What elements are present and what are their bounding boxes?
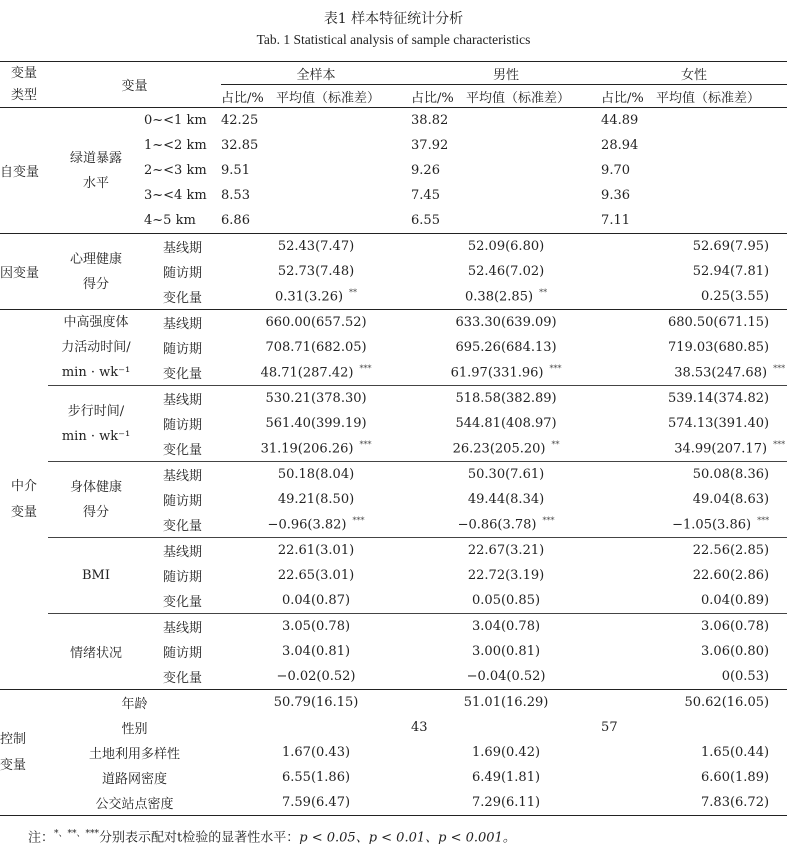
cell-female-mean: 50.08(8.36): [601, 462, 787, 488]
cell-male-mean: 61.97(331.96) ***: [450, 364, 562, 381]
cell-female-mean: 52.69(7.95): [601, 234, 787, 260]
cell-all-mean: 3.05(0.78): [221, 614, 411, 640]
cell-all-mean: 530.21(378.30): [221, 386, 411, 412]
sub-label: 随访期: [163, 342, 203, 357]
sub-label: 随访期: [163, 418, 203, 433]
cell-female-mean: 6.60(1.89): [701, 770, 770, 785]
cell-female-mean: 680.50(671.15): [601, 310, 787, 336]
table-row: [0, 234, 787, 260]
significance-mark: ***: [757, 516, 770, 526]
table-row: [0, 740, 787, 765]
table-row: [0, 715, 787, 740]
cell-female-mean: 7.83(6.72): [601, 790, 787, 816]
cell-female-mean: 22.56(2.85): [601, 538, 787, 564]
header-group-all: 全样本: [221, 62, 411, 85]
table-row: [0, 538, 787, 564]
cell-all-pct: 42.25: [221, 108, 276, 134]
significance-mark: **: [349, 288, 358, 298]
note-sig-marks: *、**、***: [54, 829, 100, 839]
cell-female-mean: 3.06(0.80): [701, 644, 770, 659]
header-pct: 占比/%: [601, 90, 644, 106]
sub-label: 1~<2 km: [144, 138, 207, 153]
cell-all-mean: 660.00(657.52): [221, 310, 411, 336]
control-var-label: 道路网密度: [102, 772, 168, 787]
var-mental-health: 心理健康 得分: [48, 234, 144, 310]
cell-male-mean: 3.04(0.78): [411, 614, 601, 640]
cell-female-pct: 9.70: [601, 163, 630, 178]
cell-all-mean: −0.02(0.52): [276, 669, 356, 684]
table-row: [0, 765, 787, 790]
cell-all-pct: 6.86: [221, 213, 250, 228]
significance-mark: ***: [359, 364, 372, 374]
header-mean: 平均值（标准差）: [466, 90, 571, 106]
cell-female-mean: 574.13(391.40): [667, 416, 770, 431]
cell-all-mean: 7.59(6.47): [221, 790, 411, 816]
header-variable: 变量: [48, 62, 221, 108]
sub-label: 4~5 km: [144, 213, 196, 228]
cell-all-mean: 52.43(7.47): [221, 234, 411, 260]
cell-male-mean: 633.30(639.09): [411, 310, 601, 336]
sub-label: 变化量: [163, 367, 203, 382]
cell-male-pct: 7.45: [411, 188, 440, 203]
sub-label: 变化量: [163, 671, 203, 686]
cell-male-mean: 518.58(382.89): [411, 386, 601, 412]
control-var-label: 土地利用多样性: [89, 747, 181, 762]
table-row: [0, 790, 787, 816]
cell-female-mean: 1.65(0.44): [701, 745, 770, 760]
cell-all-mean: 0.04(0.87): [282, 593, 351, 608]
cell-male-mean: −0.86(3.78) ***: [457, 516, 555, 533]
cell-all-mean: 31.19(206.26) ***: [260, 440, 372, 457]
cell-male-pct: 43: [411, 720, 428, 735]
cell-female-pct: 57: [601, 720, 618, 735]
sub-label: 变化量: [163, 595, 203, 610]
cell-male-mean: 1.69(0.42): [472, 745, 541, 760]
sub-label: 随访期: [163, 570, 203, 585]
cell-female-pct: 44.89: [601, 108, 656, 134]
sub-label: 基线期: [144, 310, 221, 336]
cell-female-pct: 7.11: [601, 213, 630, 228]
cell-male-mean: 52.09(6.80): [411, 234, 601, 260]
cell-male-mean: 0.05(0.85): [472, 593, 541, 608]
control-var-label: 年龄: [48, 690, 221, 716]
table-row: [0, 386, 787, 412]
cell-male-mean: 22.72(3.19): [467, 568, 545, 583]
table-row: [0, 614, 787, 640]
cell-all-mean: 3.04(0.81): [282, 644, 351, 659]
cell-female-mean: 0.04(0.89): [701, 593, 770, 608]
significance-mark: **: [551, 440, 560, 450]
cell-male-mean: 7.29(6.11): [411, 790, 601, 816]
cell-all-mean: 22.61(3.01): [221, 538, 411, 564]
cell-male-mean: 695.26(684.13): [455, 340, 557, 355]
cell-all-mean: −0.96(3.82) ***: [267, 516, 365, 533]
cell-male-mean: 51.01(16.29): [411, 690, 601, 716]
table-row: [0, 310, 787, 336]
cell-female-mean: 0.25(3.55): [701, 289, 770, 304]
cell-male-pct: 6.55: [411, 213, 440, 228]
cell-all-pct: 9.51: [221, 163, 250, 178]
sub-label: 基线期: [144, 386, 221, 412]
cell-female-mean: 52.94(7.81): [692, 264, 770, 279]
sub-label: 0~<1 km: [144, 108, 221, 134]
cell-female-pct: 28.94: [601, 138, 639, 153]
significance-mark: **: [539, 288, 548, 298]
cell-female-mean: 34.99(207.17) ***: [674, 440, 786, 457]
header-var-type: 变量 类型: [0, 62, 48, 108]
sub-label: 3~<4 km: [144, 188, 207, 203]
sub-label: 基线期: [144, 538, 221, 564]
sub-label: 随访期: [163, 494, 203, 509]
significance-mark: ***: [549, 364, 562, 374]
sub-label: 基线期: [144, 462, 221, 488]
type-control: 控制 变量: [0, 690, 48, 816]
control-var-label: 性别: [121, 722, 148, 737]
cell-female-mean: 0(0.53): [721, 669, 770, 684]
cell-male-mean: 49.44(8.34): [467, 492, 545, 507]
var-greenway-exposure: 绿道暴露 水平: [48, 108, 144, 234]
type-independent: 自变量: [0, 108, 48, 234]
table-row: [0, 690, 787, 716]
significance-mark: ***: [773, 364, 786, 374]
cell-male-mean: 0.38(2.85) **: [465, 288, 548, 305]
cell-male-mean: 544.81(408.97): [455, 416, 557, 431]
cell-all-mean: 48.71(287.42) ***: [260, 364, 372, 381]
cell-all-pct: 32.85: [221, 138, 259, 153]
cell-male-pct: 38.82: [411, 108, 466, 134]
cell-female-mean: 539.14(374.82): [601, 386, 787, 412]
cell-all-mean: 50.18(8.04): [221, 462, 411, 488]
cell-all-mean: 52.73(7.48): [277, 264, 355, 279]
cell-all-mean: 1.67(0.43): [282, 745, 351, 760]
var-bmi: BMI: [48, 538, 144, 614]
cell-all-mean: 50.79(16.15): [221, 690, 411, 716]
sub-label: 基线期: [144, 234, 221, 260]
cell-male-pct: 9.26: [411, 163, 440, 178]
sub-label: 基线期: [144, 614, 221, 640]
header-pct: 占比/%: [411, 90, 454, 106]
statistics-table: [0, 61, 787, 816]
sub-label: 2~<3 km: [144, 163, 207, 178]
type-dependent: 因变量: [0, 234, 48, 310]
table-note: 注：*、**、***分别表示配对t检验的显著性水平：p < 0.05、p < 0.01、p < 0.001。: [28, 829, 516, 846]
sub-label: 随访期: [163, 646, 203, 661]
note-levels: p < 0.05、p < 0.01、p < 0.001。: [299, 830, 516, 846]
cell-male-mean: 52.46(7.02): [467, 264, 545, 279]
table-row: [0, 108, 787, 134]
header-group-male: 男性: [411, 62, 601, 85]
cell-female-mean: 38.53(247.68) ***: [674, 364, 786, 381]
cell-all-mean: 561.40(399.19): [265, 416, 367, 431]
sub-label: 变化量: [163, 519, 203, 534]
cell-female-mean: 49.04(8.63): [692, 492, 770, 507]
control-var-label: 公交站点密度: [48, 790, 221, 816]
significance-mark: ***: [542, 516, 555, 526]
cell-all-mean: 0.31(3.26) **: [275, 288, 358, 305]
cell-female-mean: 3.06(0.78): [601, 614, 787, 640]
cell-all-mean: 49.21(8.50): [277, 492, 355, 507]
significance-mark: ***: [352, 516, 365, 526]
var-physical-health: 身体健康 得分: [48, 462, 144, 538]
cell-all-pct: 8.53: [221, 188, 250, 203]
table-row: [0, 462, 787, 488]
cell-male-mean: 50.30(7.61): [411, 462, 601, 488]
table-title-cn: 表1 样本特征统计分析: [323, 11, 464, 27]
cell-male-mean: −0.04(0.52): [466, 669, 546, 684]
var-mood: 情绪状况: [48, 614, 144, 690]
cell-female-mean: 22.60(2.86): [692, 568, 770, 583]
cell-male-mean: 26.23(205.20) **: [452, 440, 560, 457]
type-mediator: 中介 变量: [0, 310, 48, 690]
sub-label: 变化量: [163, 443, 203, 458]
cell-all-mean: 708.71(682.05): [265, 340, 367, 355]
header-row-1: [0, 62, 787, 85]
header-pct: 占比/%: [221, 90, 264, 106]
cell-male-pct: 37.92: [411, 138, 449, 153]
cell-male-mean: 6.49(1.81): [472, 770, 541, 785]
header-mean: 平均值（标准差）: [276, 90, 381, 106]
cell-male-mean: 3.00(0.81): [472, 644, 541, 659]
sub-label: 变化量: [163, 291, 203, 306]
cell-female-mean: −1.05(3.86) ***: [672, 516, 770, 533]
cell-all-mean: 22.65(3.01): [277, 568, 355, 583]
table-title-en: Tab. 1 Statistical analysis of sample characteristics: [256, 32, 531, 47]
cell-male-mean: 22.67(3.21): [411, 538, 601, 564]
var-mvpa-time: 中高强度体 力活动时间/ min · wk⁻¹: [48, 310, 144, 386]
sub-label: 随访期: [163, 266, 203, 281]
var-walk-time: 步行时间/ min · wk⁻¹: [48, 386, 144, 462]
significance-mark: ***: [773, 440, 786, 450]
cell-female-mean: 50.62(16.05): [601, 690, 787, 716]
cell-all-mean: 6.55(1.86): [282, 770, 351, 785]
significance-mark: ***: [359, 440, 372, 450]
header-mean: 平均值（标准差）: [656, 90, 761, 106]
cell-female-pct: 9.36: [601, 188, 630, 203]
cell-female-mean: 719.03(680.85): [667, 340, 770, 355]
header-group-female: 女性: [601, 62, 787, 85]
